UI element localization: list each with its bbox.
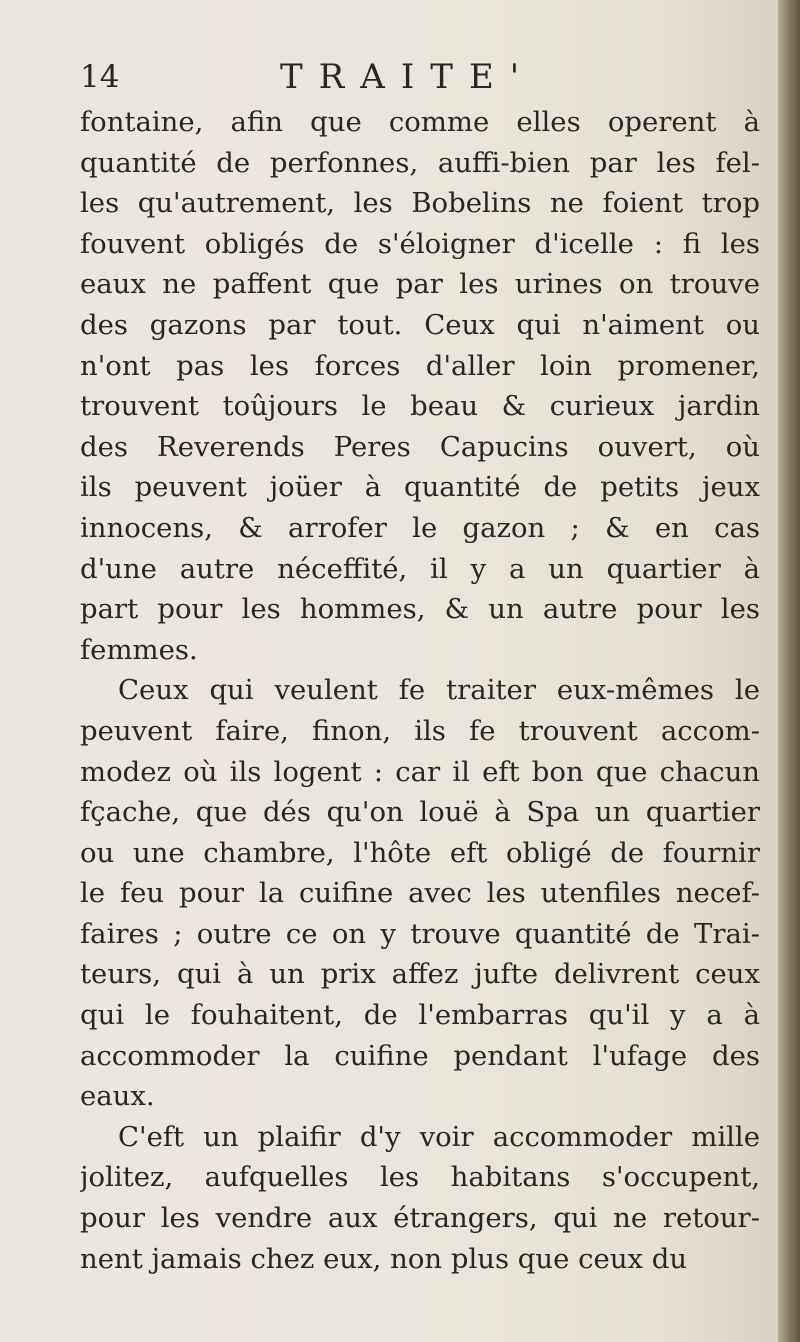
paragraph [80,102,760,670]
text-line: les qu'autrement, les Bobelins ne foient trop [80,187,760,220]
text-line: nent jamais chez eux, non plus que ceux du [80,1242,688,1275]
text-line: fouvent obligés de s'éloigner d'icelle : fi les [80,227,760,260]
text-line: ou une chambre, l'hôte eft obligé de fournir [80,836,760,869]
text-line: fçache, que dés qu'on louë à Spa un quartier [80,796,760,829]
text-line: teurs, qui à un prix affez jufte delivrent ceux [80,958,760,991]
text-line: qui le fouhaitent, de l'embarras qu'il y a à [80,999,760,1032]
text-line: le feu pour la cuifine avec les utenfiles necef- [80,877,760,910]
text-line: jolitez, aufquelles les habitans s'occupent, [80,1161,760,1194]
book-binding [778,0,800,1342]
paragraph [80,670,760,1117]
text-line: fontaine, afin que comme elles operent à [80,106,760,138]
text-line: ils peuvent joüer à quantité de petits jeux [80,471,760,504]
text-line: part pour les hommes, & un autre pour les [80,593,760,626]
text-line: trouvent toûjours le beau & curieux jardin [80,390,760,423]
text-line: d'une autre néceffité, il y a un quartier à [80,552,760,585]
page-header [80,52,760,102]
body-text [80,102,760,1279]
text-line: quantité de perfonnes, auffi-bien par les fel- [80,146,760,179]
text-line: des Reverends Peres Capucins ouvert, où [80,430,760,463]
text-line: eaux ne paffent que par les urines on trouve [80,268,760,301]
text-line: n'ont pas les forces d'aller loin promener, [80,349,760,382]
text-line: peuvent faire, finon, ils fe trouvent accom- [80,714,760,747]
text-line: des gazons par tout. Ceux qui n'aiment ou [80,308,760,341]
page-number: 14 [80,59,120,95]
running-head: TRAITE' [280,57,536,97]
paragraph [80,1117,760,1279]
text-line: eaux. [80,1080,155,1113]
text-line: faires ; outre ce on y trouve quantité de Trai- [80,917,760,950]
text-line: pour les vendre aux étrangers, qui ne retour- [80,1202,760,1235]
text-line: modez où ils logent : car il eft bon que chacun [80,755,760,788]
text-line: femmes. [80,633,198,666]
text-line: C'eft un plaifir d'y voir accommoder mille [118,1120,760,1153]
text-line: Ceux qui veulent fe traiter eux-mêmes le [118,674,760,707]
text-line: accommoder la cuifine pendant l'ufage des [80,1039,760,1072]
text-line: innocens, & arrofer le gazon ; & en cas [80,511,760,544]
